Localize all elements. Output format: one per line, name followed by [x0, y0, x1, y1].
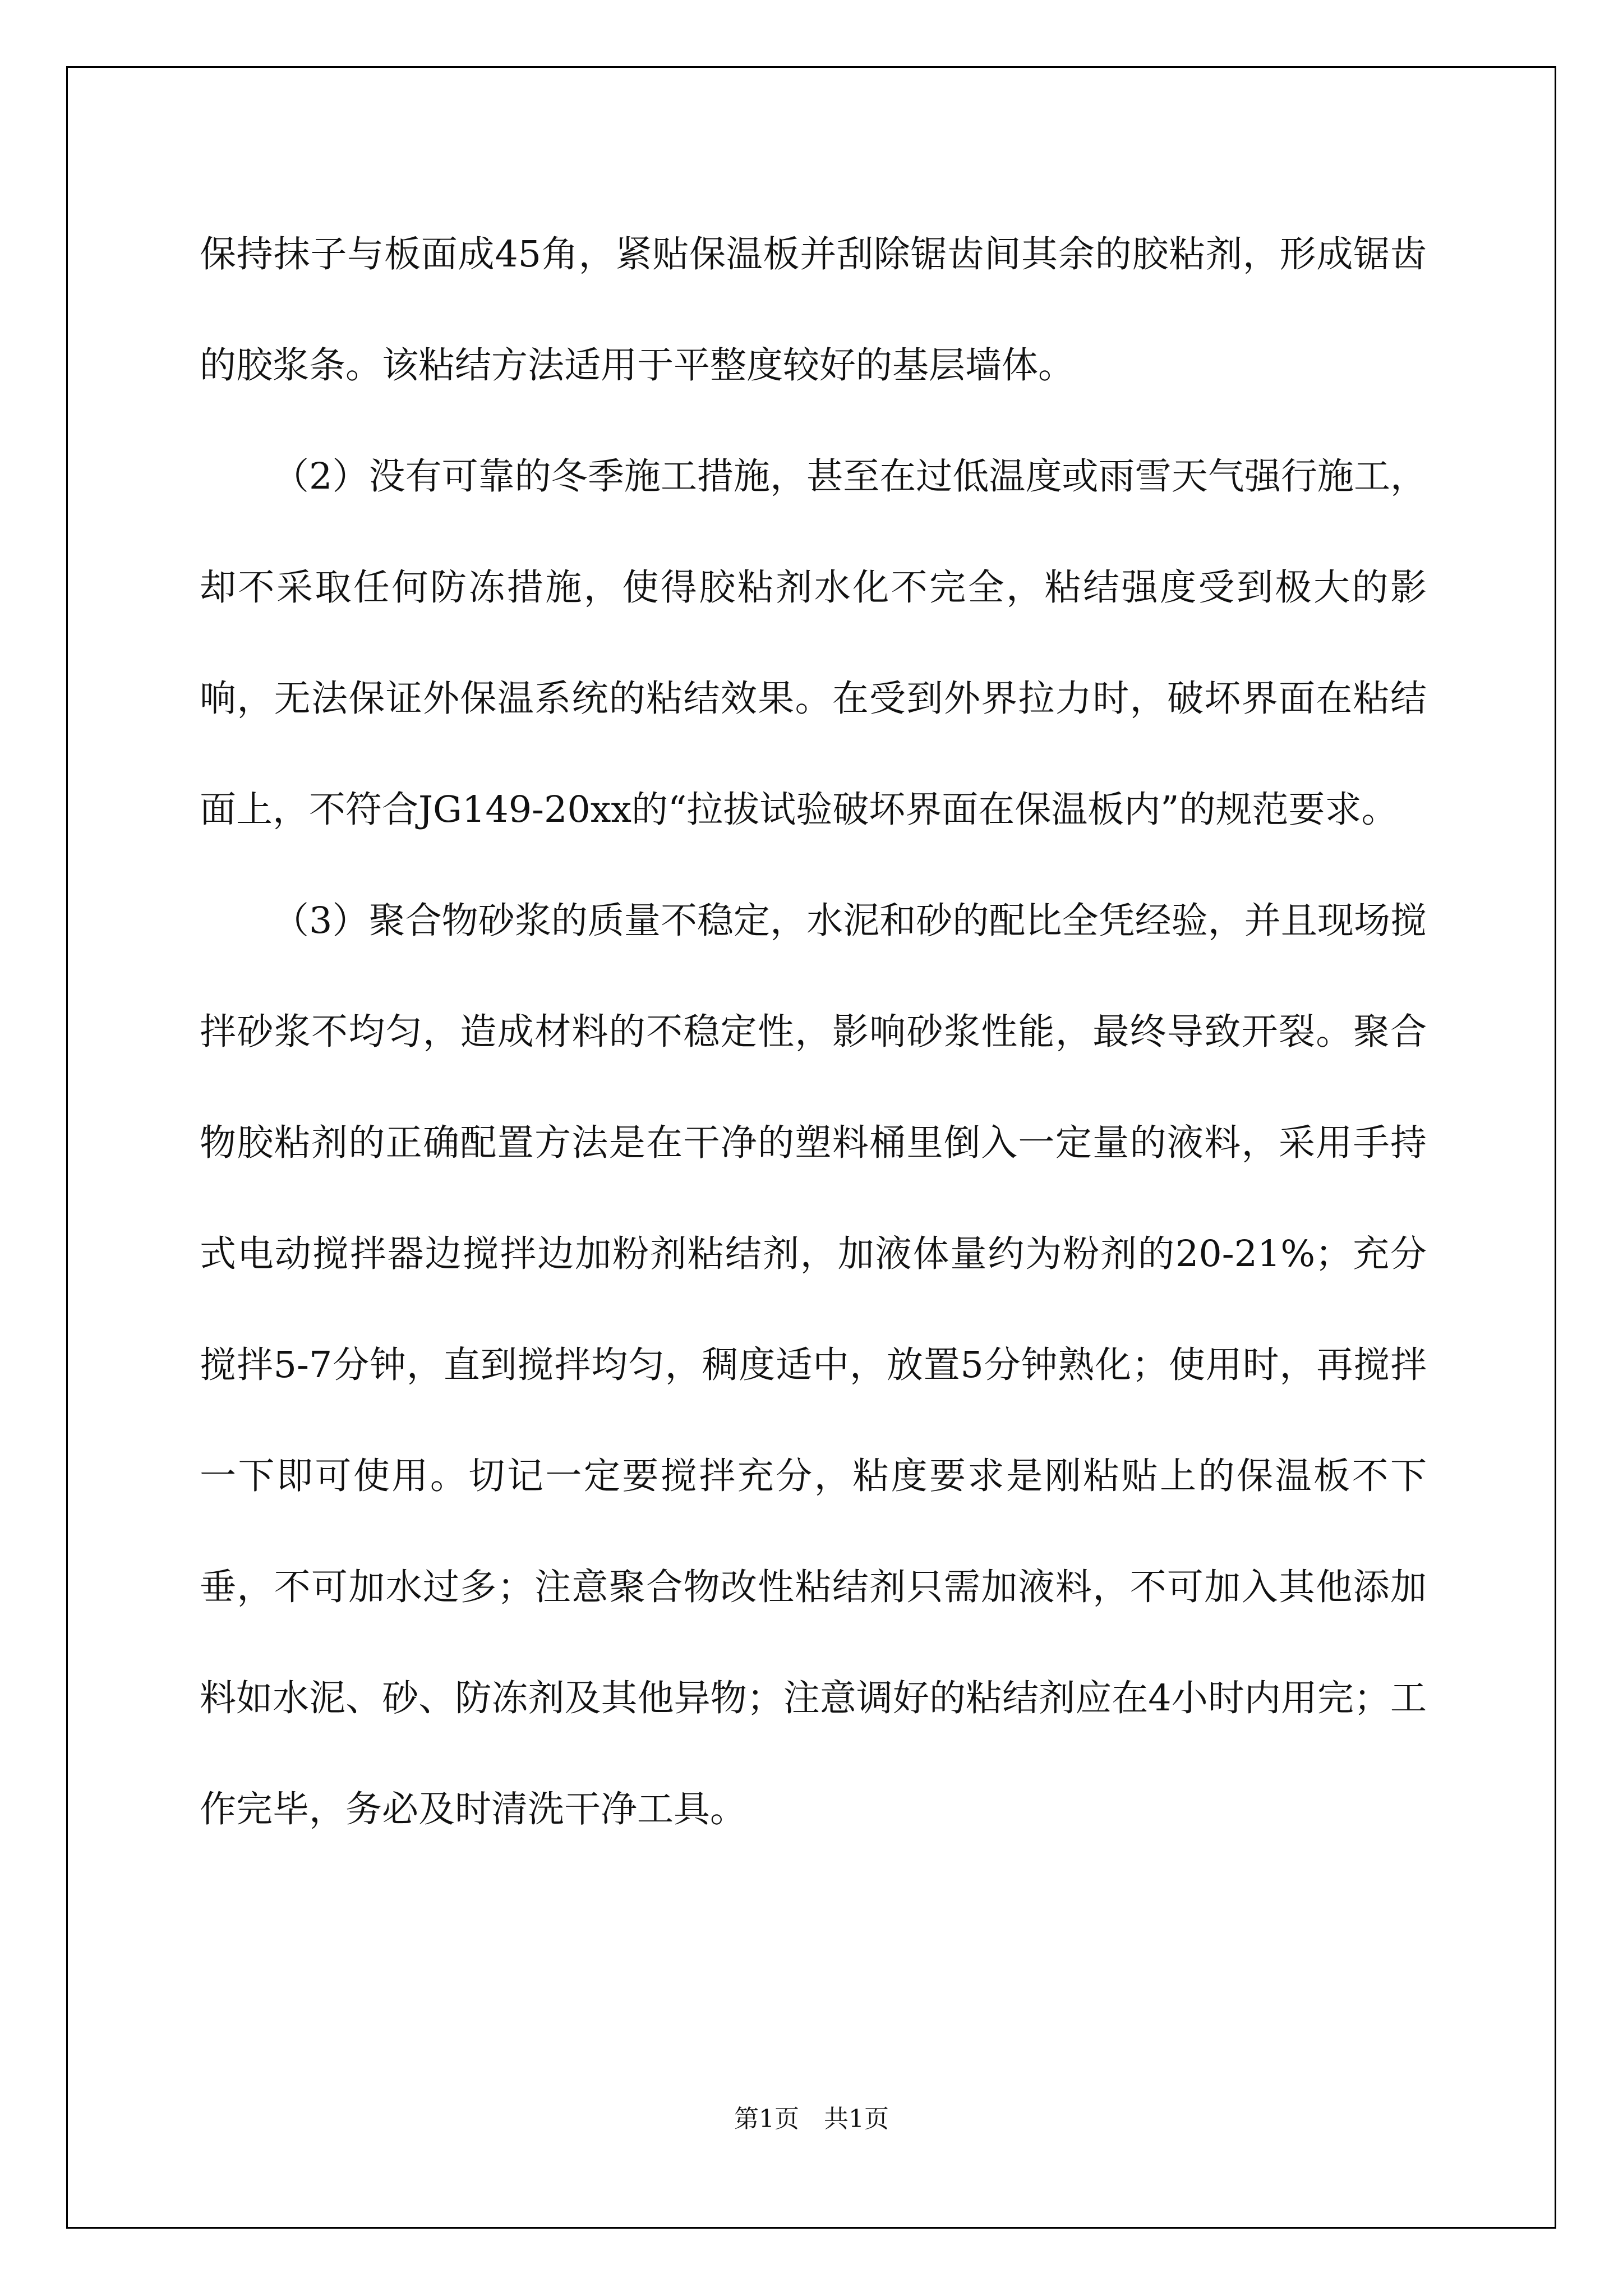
page-footer — [0, 2102, 1623, 2136]
page-number-current: 第1页 — [734, 2105, 799, 2133]
page-number-total: 共1页 — [824, 2105, 889, 2133]
paragraph-1: 保持抹子与板面成45角，紧贴保温板并刮除锯齿间其余的胶粘剂，形成锯齿的胶浆条。该粘结方法适用于平整度较好的基层墙体。 — [200, 233, 1427, 386]
paragraph-2: （2）没有可靠的冬季施工措施，甚至在过低温度或雨雪天气强行施工，却不采取任何防冻措施，使得胶粘剂水化不完全，粘结强度受到极大的影响，无法保证外保温系统的粘结效果。在受到外界拉力时，破坏界面在粘结面上，不符合JG149-20xx的“拉拔试验破坏界面在保温板内”的规范要求。 — [200, 455, 1427, 831]
paragraph-3: （3）聚合物砂浆的质量不稳定，水泥和砂的配比全凭经验，并且现场搅拌砂浆不均匀，造成材料的不稳定性，影响砂浆性能，最终导致开裂。聚合物胶粘剂的正确配置方法是在干净的塑料桶里倒入一定量的液料，采用手持式电动搅拌器边搅拌边加粉剂粘结剂，加液体量约为粉剂的20-21%；充分搅拌5-7分钟，直到搅拌均匀，稠度适中，放置5分钟熟化；使用时，再搅拌一下即可使用。切记一定要搅拌充分，粘度要求是刚粘贴上的保温板不下垂，不可加水过多；注意聚合物改性粘结剂只需加液料，不可加入其他添加料如水泥、砂、防冻剂及其他异物；注意调好的粘结剂应在4小时内用完；工作完毕，务必及时清洗干净工具。 — [200, 900, 1427, 1830]
document-body — [200, 199, 1427, 1865]
